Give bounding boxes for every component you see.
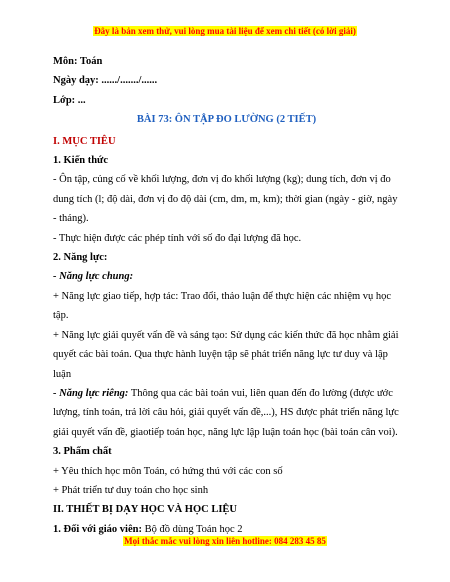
- knowledge-item: - Thực hiện được các phép tính với số đo đại lượng đã học.: [53, 232, 302, 244]
- specific-competence-paragraph: [53, 384, 400, 442]
- teacher-equipment-label: 1. Đối với giáo viên:: [53, 523, 142, 535]
- section-objectives-title: I. MỤC TIÊU: [53, 135, 116, 147]
- preview-notice-text: Đây là bản xem thử, vui lòng mua tài liệu để xem chi tiết (có lời giải): [94, 26, 356, 36]
- quality-item: + Yêu thích học môn Toán, có hứng thú với các con số: [53, 465, 283, 477]
- hotline-text: Mọi thắc mắc vui lòng xin liên hotline: 084 283 45 85: [124, 536, 326, 546]
- document-body: [53, 52, 400, 539]
- knowledge-heading: 1. Kiến thức: [53, 155, 109, 167]
- section-equipment-title: II. THIẾT BỊ DẠY HỌC VÀ HỌC LIỆU: [53, 504, 237, 516]
- class-line: Lớp: ...: [53, 94, 86, 106]
- competence-heading: 2. Năng lực:: [53, 252, 108, 264]
- general-competence-item: + Năng lực giao tiếp, hợp tác: Trao đổi, thảo luận để thực hiện các nhiệm vụ học tập.: [53, 290, 392, 322]
- teacher-equipment-text: Bộ đồ dùng Toán học 2: [141, 523, 243, 535]
- date-line: Ngày dạy: ....../......./......: [53, 75, 158, 87]
- subject-line: Môn: Toán: [53, 56, 103, 67]
- hotline-banner: [0, 536, 450, 546]
- general-competence-label: - Năng lực chung:: [53, 271, 134, 283]
- quality-item: + Phát triển tư duy toán cho học sinh: [53, 484, 209, 496]
- specific-competence-text: Thông qua các bài toán vui, liên quan đến đo lường (được ước lượng, tính toán, trả lời câu hỏi, giải quyết vấn đề,...), HS được phát triển năng lực giải quyết vấn đề, giaotiếp toán học, năng lực lập luận toán học (bài toán cân voi).: [53, 387, 399, 438]
- quality-heading: 3. Phẩm chất: [53, 446, 112, 458]
- specific-competence-label: - Năng lực riêng:: [53, 387, 129, 399]
- preview-notice-banner: [0, 26, 450, 36]
- lesson-title: BÀI 73: ÔN TẬP ĐO LƯỜNG (2 TIẾT): [136, 114, 317, 126]
- knowledge-item: - Ôn tập, củng cố về khối lượng, đơn vị đo khối lượng (kg); dung tích, đơn vị đo dung tích (l; độ dài, đơn vị đo độ dài (cm, dm, m, km); thời gian (ngày - giờ, ngày - tháng).: [53, 174, 398, 225]
- general-competence-item: + Năng lực giải quyết vấn đề và sáng tạo: Sử dụng các kiến thức đã học nhằm giải quyết các bài toán. Qua thực hành luyện tập sẽ phát triển năng lực tư duy và lập luận: [53, 329, 399, 380]
